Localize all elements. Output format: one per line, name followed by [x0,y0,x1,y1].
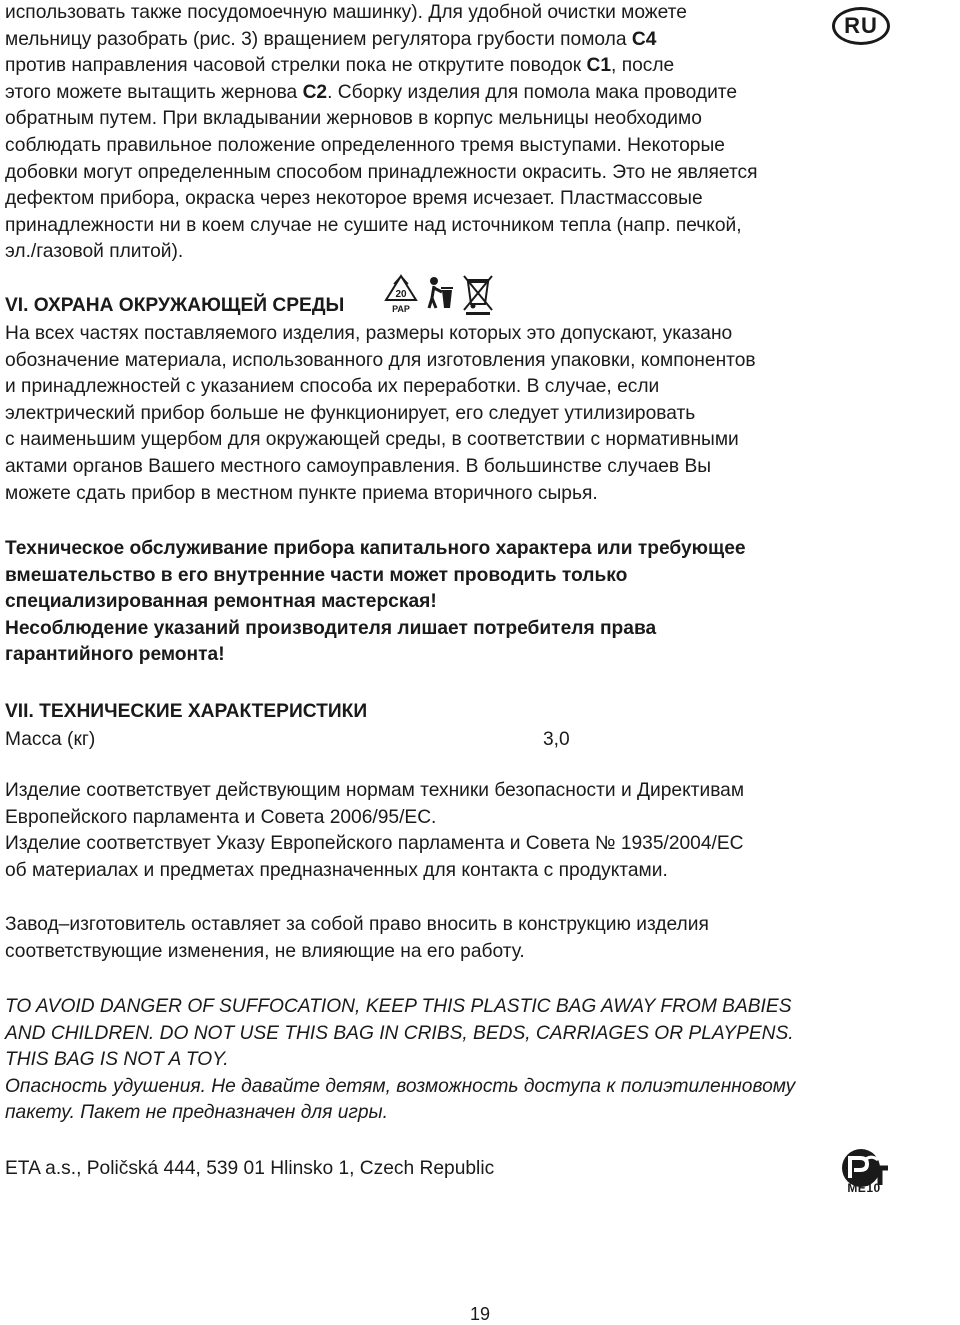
text-line: пакету. Пакет не предназначен для игры. [5,1102,388,1124]
text-segment: , после [611,55,675,77]
address-text: ETA a.s., Poličská 444, 539 01 Hlinsko 1, Czech Republic [5,1158,495,1179]
text-segment: против направления часовой стрелки пока не открутите поводок [5,55,587,77]
text-line: Несоблюдение указаний производителя лишает потребителя права [5,617,657,639]
text-line: THIS BAG IS NOT A TOY. [5,1049,229,1071]
text-line: Опасность удушения. Не давайте детям, возможность доступа к полиэтиленновому [5,1075,796,1097]
bag-warning [5,994,885,1127]
text-line: электрический прибор больше не функционирует, его следует утилизировать [5,402,696,424]
text-segment: обратным путем. При вкладывании жерновов в корпус мельницы необходимо [5,108,702,130]
text-segment: использовать также посудомоечную машинку). Для удобной очистки можете [5,2,687,23]
text-line: гарантийного ремонта! [5,644,225,666]
part-reference: C1 [586,55,612,77]
text-line: TO AVOID DANGER OF SUFFOCATION, KEEP THIS PLASTIC BAG AWAY FROM BABIES [5,996,792,1017]
text-line [5,186,885,213]
text-line: Завод–изготовитель оставляет за собой право вносить в конструкцию изделия [5,914,709,935]
text-line: можете сдать прибор в местном пункте приема вторичного сырья. [5,482,598,504]
mass-row [5,726,705,753]
text-line: об материалах и предметах предназначенных для контакта с продуктами. [5,859,668,881]
part-reference: C2 [302,81,328,103]
page-number: 19 [469,1304,491,1324]
text-line: специализированная ремонтная мастерская! [5,591,437,613]
text-line [5,0,885,27]
crossed-wheelie-bin-icon [464,276,492,315]
text-line: актами органов Вашего местного самоуправления. В большинстве случаев Вы [5,455,712,477]
text-line: с наименьшим ущербом для окружающей среды, в соответствии с нормативными [5,429,739,451]
environment-icons [384,272,504,316]
text-segment: . Сборку изделия для помола мака проводите [327,81,738,103]
text-segment: принадлежности ни в коем случае не сушите над источником тепла (напр. печкой, [5,214,742,236]
text-line: соответствующие изменения, не влияющие на его работу. [5,940,525,962]
text-line [5,213,885,240]
recycle-number: 20 [395,289,407,300]
text-line: Европейского парламента и Совета 2006/95/EC. [5,806,437,828]
specs-section-title [5,698,885,725]
environment-heading: VI. ОХРАНА ОКРУЖАЮЩЕЙ СРЕДЫ [5,295,345,316]
text-segment: добовки могут определенным способом принадлежности окрасить. Это не является [5,161,758,183]
text-line [5,160,885,187]
text-segment: дефектом прибора, окраска через некоторое время исчезает. Пластмассовые [5,188,703,210]
text-segment: соблюдать правильное положение определенного тремя выступами. Некоторые [5,134,725,156]
text-line [5,53,885,80]
text-segment: мельницу разобрать (рис. 3) вращением регулятора грубости помола [5,28,632,50]
text-segment: этого можете вытащить жернова [5,81,303,103]
compliance-paragraph [5,778,885,884]
mass-label: Масса (кг) [5,729,96,750]
part-reference: C4 [631,28,657,50]
text-segment: эл./газовой плитой). [5,241,184,263]
text-line: Изделие соответствует Указу Европейского парламента и Совета № 1935/2004/EC [5,833,744,855]
service-warning [5,536,885,669]
text-line [5,27,885,54]
text-line [5,239,885,266]
text-line [5,133,885,160]
text-line: Техническое обслуживание прибора капитального характера или требующее [5,538,746,559]
recycle-code: PAP [392,304,410,314]
text-line: и принадлежностей с указанием способа их переработки. В случае, если [5,376,660,398]
recycling-pap-20-icon [386,276,416,314]
text-line: AND CHILDREN. DO NOT USE THIS BAG IN CRIBS, BEDS, CARRIAGES OR PLAYPENS. [5,1022,794,1044]
manufacturer-address [5,1155,885,1182]
text-line: На всех частях поставляемого изделия, размеры которых это допускают, указано [5,323,733,344]
text-line: Изделие соответствует действующим нормам техники безопасности и Директивам [5,780,745,801]
mass-value: 3,0 [543,729,570,750]
language-badge-label: RU [844,13,878,38]
text-line: обозначение материала, использованного для изготовления упаковки, компонентов [5,349,756,371]
cleaning-paragraph [5,0,885,266]
manufacturer-note [5,912,885,965]
specs-heading: VII. ТЕХНИЧЕСКИЕ ХАРАКТЕРИСТИКИ [5,701,368,722]
environment-paragraph [5,321,885,507]
text-line [5,106,885,133]
certification-code: ME10 [847,1181,881,1195]
text-line [5,80,885,107]
tidyman-bin-icon [429,277,453,308]
text-line: вмешательство в его внутренние части может проводить только [5,564,628,586]
